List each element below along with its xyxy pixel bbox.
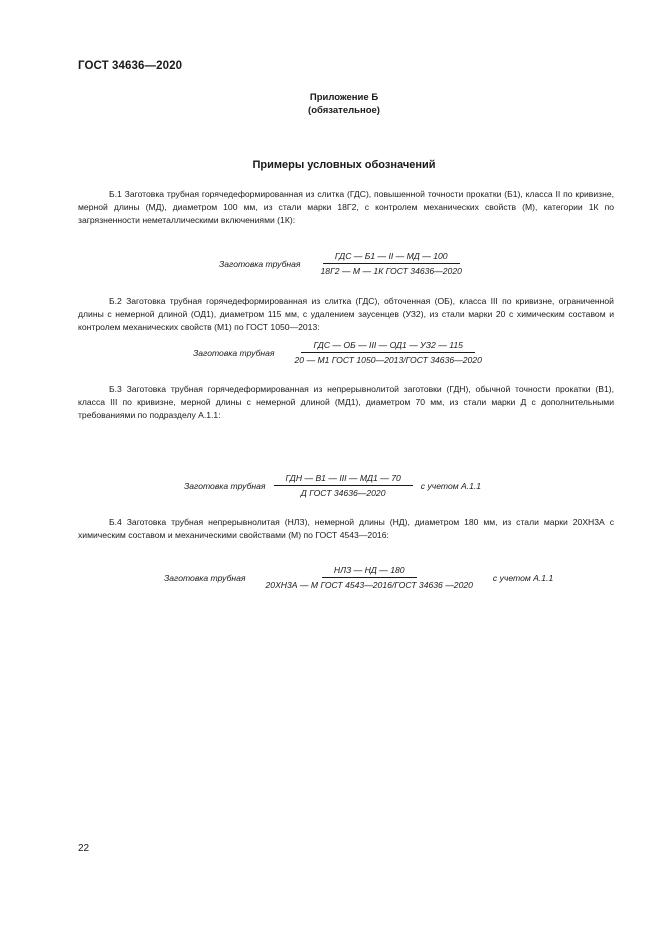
appendix-title: Приложение Б <box>309 92 379 103</box>
formula-label: Заготовка трубная <box>219 258 301 269</box>
formula-label: Заготовка трубная <box>184 480 266 491</box>
formula-fraction <box>274 472 413 499</box>
formula-fraction <box>283 339 494 366</box>
formula-fraction <box>309 250 474 277</box>
formula-numerator: ГДС — Б1 — II — МД — 100 <box>323 250 460 264</box>
appendix-subtitle: (обязательное) <box>308 105 380 116</box>
formula-fraction <box>254 564 485 591</box>
example-b3-formula <box>184 472 481 499</box>
formula-denominator: Д ГОСТ 34636—2020 <box>300 488 386 498</box>
formula-denominator: 20 — М1 ГОСТ 1050—2013/ГОСТ 34636—2020 <box>294 355 482 365</box>
example-b2-text: Б.2 Заготовка трубная горячедеформированная из слитка (ГДС), обточенная (ОБ), класса III по кривизне, ограниченной длины с немерной длиной (ОД1), диаметром 115 мм, с удалением заусенцев (УЗ2), из стали марки 20 с химическим составом и контролем механических свойств (М1) по ГОСТ 1050—2013: <box>78 296 614 333</box>
formula-suffix: с учетом А.1.1 <box>492 572 554 583</box>
formula-label: Заготовка трубная <box>164 572 246 583</box>
example-b1-text: Б.1 Заготовка трубная горячедеформированная из слитка (ГДС), повышенной точности прокатки (Б1), класса II по кривизне, мерной длины (МД), диаметром 100 мм, из стали марки 18Г2, с контролем механических свойств (М), категории 1К по загрязненности неметаллическими включениями (1К): <box>78 189 614 226</box>
formula-label: Заготовка трубная <box>193 347 275 358</box>
example-b3-text: Б.3 Заготовка трубная горячедеформированная из непрерывнолитой заготовки (ГДН), обычной точности прокатки (В1), класса III по кривизне, мерной длины с немерной длиной (МД1), диаметром 70 мм, из стали марки Д с дополнительными требованиями по подразделу А.1.1: <box>78 384 614 421</box>
example-b4-formula <box>164 564 553 591</box>
document-code-header: ГОСТ 34636—2020 <box>78 60 183 72</box>
example-b1-formula <box>219 250 474 277</box>
section-title: Примеры условных обозначений <box>252 159 436 171</box>
example-b2-formula <box>193 339 494 366</box>
formula-denominator: 18Г2 — М — 1К ГОСТ 34636—2020 <box>320 266 462 276</box>
formula-suffix: с учетом А.1.1 <box>420 480 482 491</box>
page-number: 22 <box>78 843 90 854</box>
example-b4-text: Б.4 Заготовка трубная непрерывнолитая (НЛЗ), немерной длины (НД), диаметром 180 мм, из стали марки 20ХН3А с химическим составом и механическими свойствами (М) по ГОСТ 4543—2016: <box>78 517 614 541</box>
formula-numerator: НЛЗ — НД — 180 <box>322 564 417 578</box>
formula-numerator: ГДС — ОБ — III — ОД1 — УЗ2 — 115 <box>301 339 474 353</box>
formula-denominator: 20ХН3А — М ГОСТ 4543—2016/ГОСТ 34636 —2020 <box>265 580 473 590</box>
formula-numerator: ГДН — В1 — III — МД1 — 70 <box>274 472 413 486</box>
